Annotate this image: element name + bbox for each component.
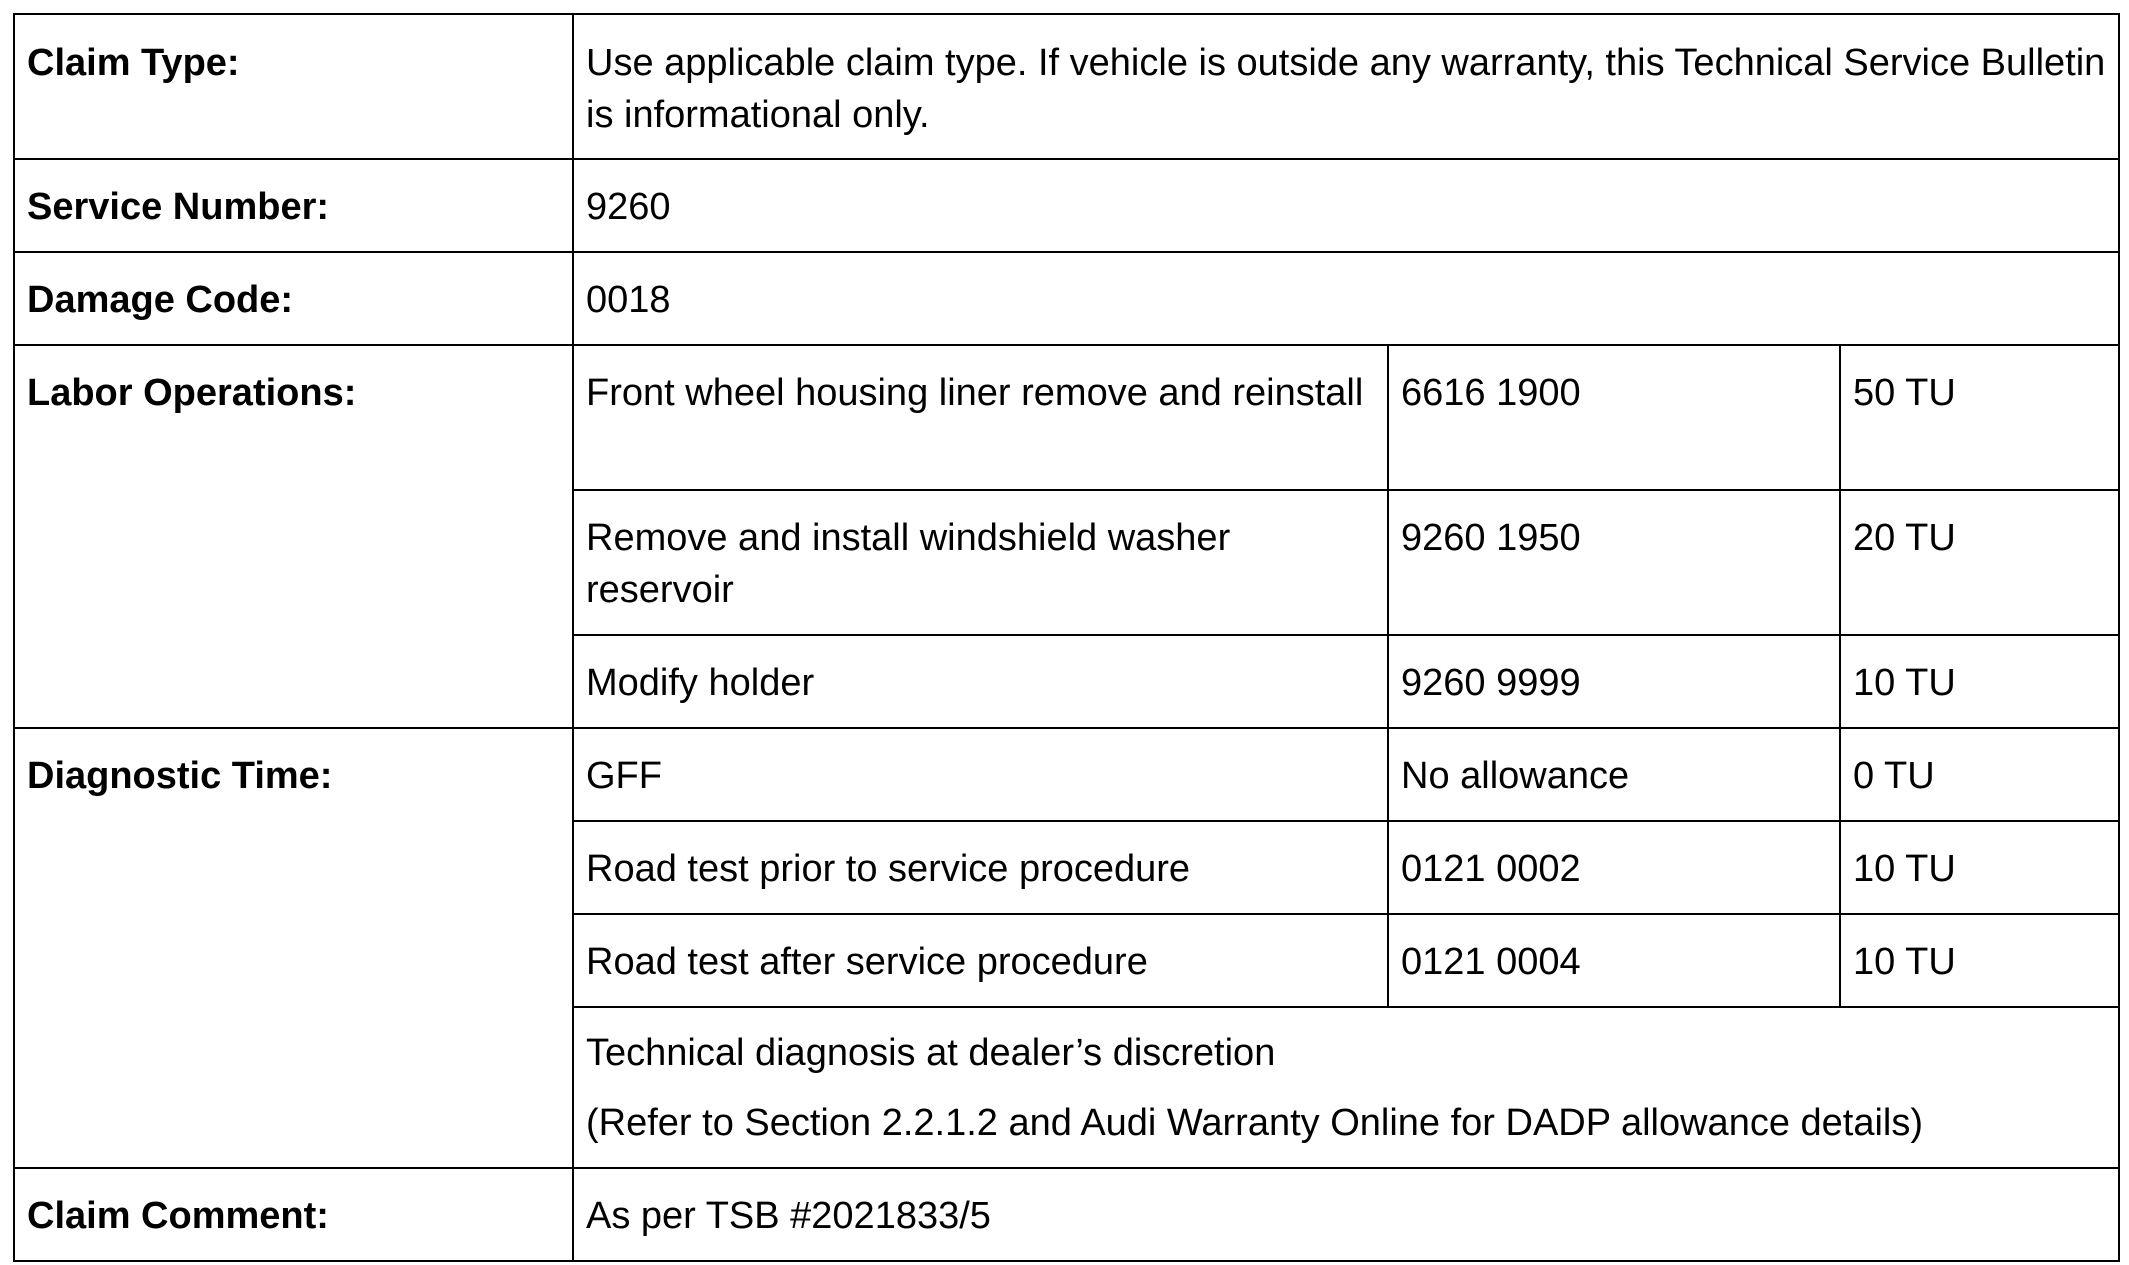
diagnostic-time-label: Diagnostic Time: <box>14 728 573 1168</box>
diagnostic-code: No allowance <box>1388 728 1840 821</box>
technical-diagnosis-line1: Technical diagnosis at dealer’s discretion <box>586 1032 1276 1074</box>
diagnostic-code: 0121 0002 <box>1388 821 1840 914</box>
labor-op-time: 10 TU <box>1840 635 2119 728</box>
labor-operations-label: Labor Operations: <box>14 345 573 728</box>
labor-op-code: 6616 1900 <box>1388 345 1840 490</box>
labor-op-time: 50 TU <box>1840 345 2119 490</box>
diagnostic-description: Road test prior to service procedure <box>573 821 1388 914</box>
labor-op-time: 20 TU <box>1840 490 2119 635</box>
service-number-row <box>14 159 2119 252</box>
labor-op-code: 9260 9999 <box>1388 635 1840 728</box>
warranty-table <box>13 13 2120 1262</box>
labor-op-description: Front wheel housing liner remove and reinstall <box>573 345 1388 490</box>
technical-diagnosis-line2: (Refer to Section 2.2.1.2 and Audi Warranty Online for DADP allowance details) <box>586 1102 1924 1144</box>
labor-op-code: 9260 1950 <box>1388 490 1840 635</box>
claim-comment-row <box>14 1168 2119 1261</box>
damage-code-row <box>14 252 2119 345</box>
diagnostic-time: 10 TU <box>1840 914 2119 1007</box>
damage-code-value: 0018 <box>573 252 2119 345</box>
damage-code-label: Damage Code: <box>14 252 573 345</box>
claim-type-label: Claim Type: <box>14 14 573 159</box>
technical-diagnosis-note <box>573 1007 2119 1168</box>
table-row <box>14 728 2119 821</box>
service-number-label: Service Number: <box>14 159 573 252</box>
claim-comment-value: As per TSB #2021833/5 <box>573 1168 2119 1261</box>
table-row <box>14 345 2119 490</box>
diagnostic-code: 0121 0004 <box>1388 914 1840 1007</box>
claim-comment-label: Claim Comment: <box>14 1168 573 1261</box>
diagnostic-description: Road test after service procedure <box>573 914 1388 1007</box>
labor-op-description: Remove and install windshield washer reservoir <box>573 490 1388 635</box>
diagnostic-time: 0 TU <box>1840 728 2119 821</box>
service-number-value: 9260 <box>573 159 2119 252</box>
claim-type-row <box>14 14 2119 159</box>
claim-type-value: Use applicable claim type. If vehicle is outside any warranty, this Technical Service Bulletin is informational only. <box>573 14 2119 159</box>
labor-op-description: Modify holder <box>573 635 1388 728</box>
diagnostic-description: GFF <box>573 728 1388 821</box>
diagnostic-time: 10 TU <box>1840 821 2119 914</box>
